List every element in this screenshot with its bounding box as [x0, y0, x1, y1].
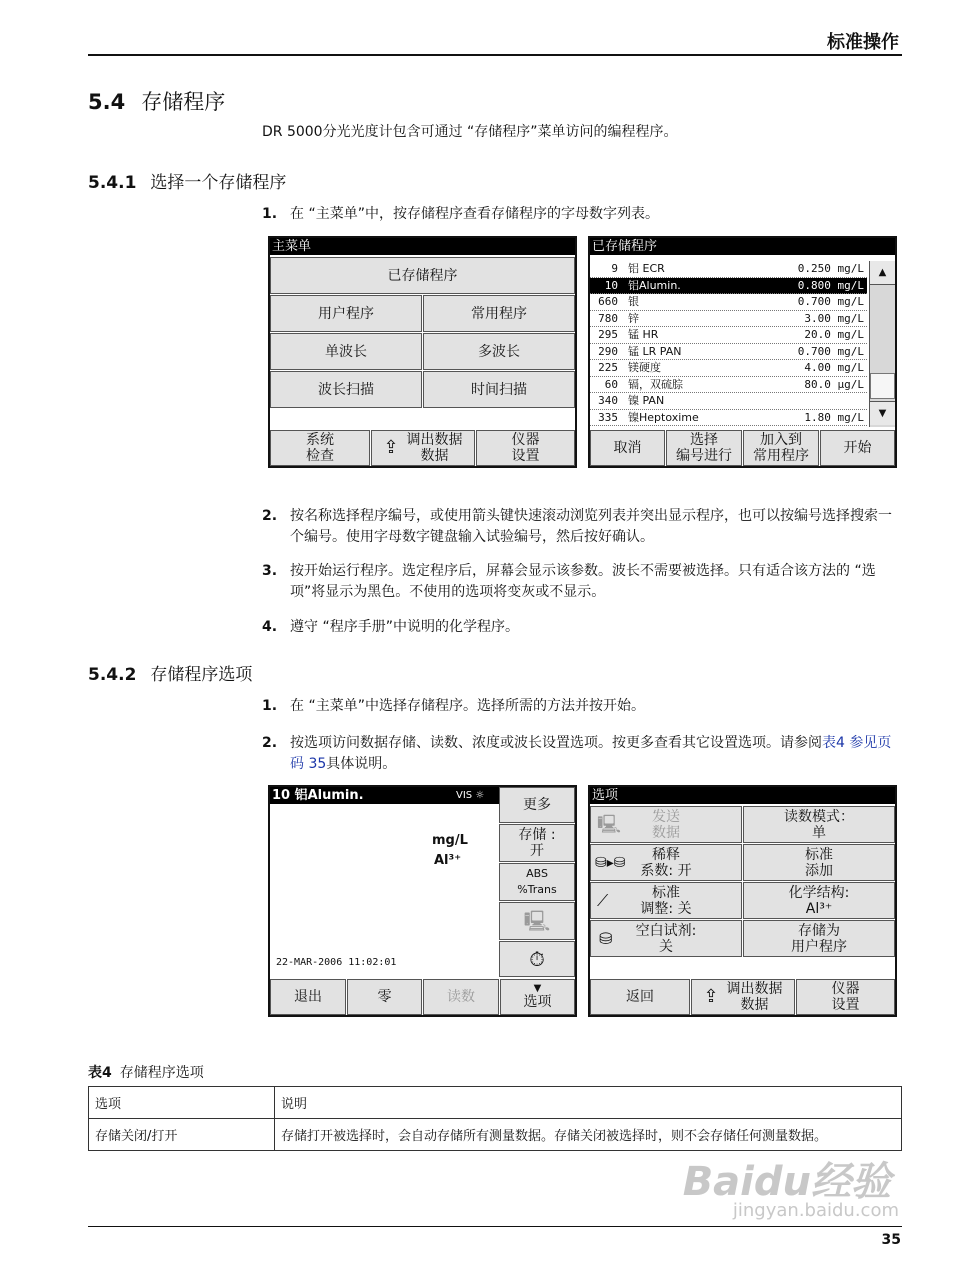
reading-mode-button[interactable]: 读数模式： 单: [743, 806, 895, 843]
screen-title: 已存储程序: [590, 238, 895, 255]
zero-button[interactable]: 零: [347, 979, 422, 1015]
chemical-form: Al³⁺: [434, 853, 462, 868]
back-button[interactable]: 返回: [590, 979, 690, 1015]
cancel-button[interactable]: 取消: [590, 430, 665, 466]
save-as-user-program-button[interactable]: 存储为 用户程序: [743, 920, 895, 957]
standard-adjust-button[interactable]: ⟋ 标准 调整: 关: [590, 882, 742, 919]
scroll-up-icon[interactable]: ▲: [870, 261, 895, 285]
section-5-4-1-heading: 5.4.1 选择一个存储程序: [88, 173, 287, 193]
main-menu-screen: [268, 236, 577, 468]
vis-lamp-icon: VIS ☼: [456, 790, 485, 801]
options-screen: [588, 785, 897, 1017]
list-item[interactable]: 225 镁硬度 4.00 mg/L: [590, 360, 867, 377]
table-header-cell: 说明: [275, 1087, 902, 1119]
send-data-icon[interactable]: 🖳: [499, 902, 575, 940]
recall-data-button[interactable]: [371, 430, 475, 466]
list-item[interactable]: 60 镉，双硫腙 80.0 µg/L: [590, 377, 867, 394]
recall-data-label: 调出数据 数据: [726, 981, 783, 1013]
list-item[interactable]: 340 镍 PAN: [590, 393, 867, 410]
page-number: 35: [881, 1232, 901, 1248]
section-5-4-heading: [88, 86, 225, 116]
footer-rule: [88, 1226, 902, 1227]
table-4-link[interactable]: 表4 参见页码 35: [290, 735, 892, 772]
step-1: 1. 在 “主菜单”中选择存储程序。选择所需的方法并按开始。: [262, 698, 645, 714]
scrollbar[interactable]: [869, 261, 895, 427]
step-4: 4. 遵守 “程序手册”中说明的化学程序。: [262, 619, 519, 635]
header-rule: [88, 54, 902, 56]
table-header-row: [89, 1087, 902, 1119]
start-button[interactable]: 开始: [820, 430, 895, 466]
multi-wavelength-button[interactable]: 多波长: [423, 333, 575, 370]
reagent-blank-button[interactable]: ⛁ 空白试剂: 关: [590, 920, 742, 957]
add-to-favorites-button[interactable]: 加入到 常用程序: [743, 430, 819, 466]
instrument-setup-button[interactable]: 仪器 设置: [796, 979, 895, 1015]
timer-icon[interactable]: ⏱: [499, 941, 575, 977]
step-2: 2. 按名称选择程序编号，或使用箭头键快速滚动浏览列表并突出显示程序，也可以按编号选择搜索一个编号。使用字母数字键盘输入试验编号，然后按好确认。: [262, 508, 892, 545]
list-item[interactable]: 660 银 0.700 mg/L: [590, 294, 867, 311]
single-wavelength-button[interactable]: 单波长: [270, 333, 422, 370]
options-table: [88, 1086, 902, 1151]
graph-icon: ⟋: [597, 890, 609, 910]
screen-title: 主菜单: [270, 238, 575, 255]
send-data-button[interactable]: 🖳 发送 数据: [590, 806, 742, 843]
watermark-logo: Baidu经验: [682, 1159, 891, 1205]
store-toggle-button[interactable]: 存储 : 开: [499, 824, 575, 862]
instrument-setup-button[interactable]: 仪器 设置: [476, 430, 575, 466]
export-icon: ⇪: [383, 437, 399, 458]
favorite-programs-button[interactable]: 常用程序: [423, 295, 575, 332]
user-programs-button[interactable]: 用户程序: [270, 295, 422, 332]
table-row: [89, 1119, 902, 1151]
list-item[interactable]: 335 镍Heptoxime 1.80 mg/L: [590, 410, 867, 427]
list-item[interactable]: 290 锰 LR PAN 0.700 mg/L: [590, 344, 867, 361]
step-1: 1. 在 “主菜单”中，按存储程序查看存储程序的字母数字列表。: [262, 206, 659, 222]
more-button[interactable]: 更多: [499, 787, 575, 823]
table-cell: 存储打开被选择时，会自动存储所有测量数据。存储关闭被选择时，则不会存储任何测量数据。: [275, 1119, 902, 1151]
system-check-button[interactable]: 系统 检查: [270, 430, 370, 466]
datetime: 22-MAR-2006 11:02:01: [276, 957, 397, 968]
list-item-selected[interactable]: 10 铝Alumin. 0.800 mg/L: [590, 278, 867, 295]
chemical-form-button[interactable]: 化学结构: Al³⁺: [743, 882, 895, 919]
step-3: 3. 按开始运行程序。选定程序后，屏幕会显示该参数。波长不需要被选择。只有适合该方法的 “选项”将显示为黑色。不使用的选项将变灰或不显示。: [262, 563, 876, 600]
recall-data-label: 调出数据 数据: [406, 432, 463, 464]
stored-programs-screen: [588, 236, 897, 468]
recall-data-button[interactable]: [691, 979, 795, 1015]
computer-icon: 🖳: [597, 813, 622, 835]
bottles-icon: ⛁▸⛁: [595, 854, 626, 871]
caret-down-icon: ▼: [533, 983, 542, 994]
section-5-4-intro: DR 5000分光光度计包含可通过 “存储程序”菜单访问的编程程序。: [262, 124, 678, 140]
program-list[interactable]: [590, 261, 867, 427]
running-header: 标准操作: [827, 32, 899, 53]
section-title: 存储程序: [141, 90, 226, 114]
section-number: 5.4: [88, 90, 126, 114]
step-2: 2. 按选项访问数据存储、读数、浓度或波长设置选项。按更多查看其它设置选项。请参阅表4 参见页码 35具体说明。: [262, 735, 892, 772]
list-item[interactable]: 9 铝 ECR 0.250 mg/L: [590, 261, 867, 278]
standard-addition-button[interactable]: 标准 添加: [743, 844, 895, 881]
wavelength-scan-button[interactable]: 波长扫描: [270, 371, 422, 408]
table-cell: 存储关闭/打开: [89, 1119, 275, 1151]
export-icon: ⇪: [703, 986, 719, 1007]
stored-programs-button[interactable]: 已存储程序: [270, 257, 575, 294]
screen-title: 选项: [590, 787, 895, 804]
options-button[interactable]: [500, 979, 575, 1015]
time-scan-button[interactable]: 时间扫描: [423, 371, 575, 408]
select-by-number-button[interactable]: 选择 编号进行: [666, 430, 742, 466]
options-label: 选项: [523, 994, 552, 1010]
list-item[interactable]: 295 锰 HR 20.0 mg/L: [590, 327, 867, 344]
read-button[interactable]: 读数: [423, 979, 499, 1015]
section-5-4-2-heading: 5.4.2 存储程序选项: [88, 665, 253, 685]
scroll-thumb[interactable]: [870, 373, 895, 399]
bottle-icon: ⛁: [599, 928, 613, 948]
table-header-cell: 选项: [89, 1087, 275, 1119]
scroll-down-icon[interactable]: ▼: [870, 401, 895, 425]
screen-title: 10 铝Alumin.: [270, 787, 499, 804]
exit-button[interactable]: 退出: [270, 979, 346, 1015]
table-4-caption: 表4 存储程序选项: [88, 1065, 204, 1081]
list-item[interactable]: 780 锌 3.00 mg/L: [590, 311, 867, 328]
measurement-screen: [268, 785, 577, 1017]
abs-trans-button[interactable]: ABS %Trans: [499, 863, 575, 901]
unit-label: mg/L: [432, 833, 468, 848]
dilution-factor-button[interactable]: ⛁▸⛁ 稀释 系数: 开: [590, 844, 742, 881]
watermark-url: jingyan.baidu.com: [732, 1200, 899, 1221]
